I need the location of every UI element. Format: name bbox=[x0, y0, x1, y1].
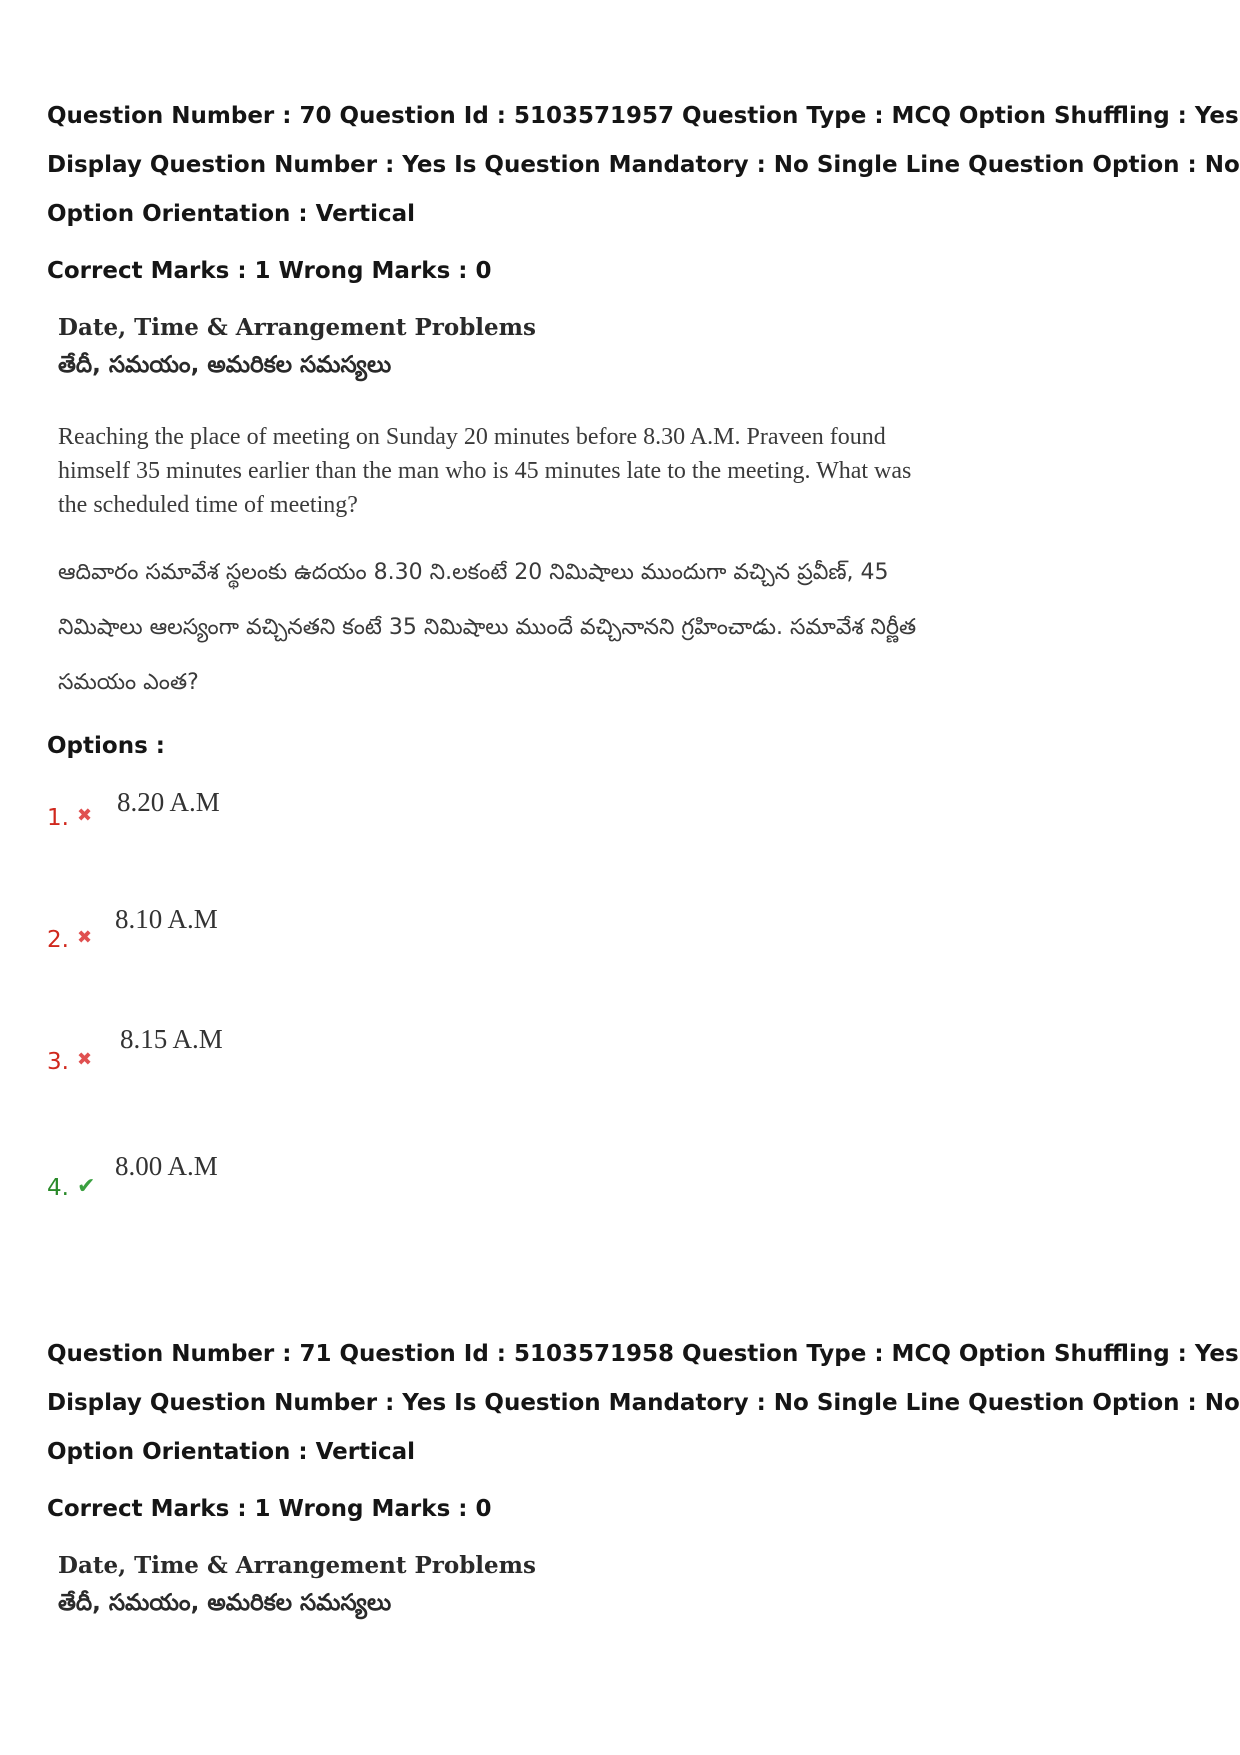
question-marks: Correct Marks : 1 Wrong Marks : 0 bbox=[47, 1496, 492, 1522]
option-4-marker bbox=[47, 1174, 95, 1201]
question-text-te: ఆదివారం సమావేశ స్థలంకు ఉదయం 8.30 ని.లకంటే 20 నిమిషాలు ముందుగా వచ్చిన ప్రవీణ్, 45 నిమిషాలు ఆలస్యంగా వచ్చినతని కంటే 35 నిమిషాలు ముందే వచ్చినానని గ్రహించాడు. సమావేశ నిర్ణీత సమయం ఎంత? bbox=[58, 560, 917, 695]
option-2-marker bbox=[47, 927, 92, 953]
section-title-te: తేదీ, సమయం, అమరికల సమస్యలు bbox=[58, 352, 392, 378]
option-1-text: 8.20 A.M bbox=[117, 787, 220, 817]
option-number: 4. bbox=[47, 1175, 69, 1201]
section-title-te: తేదీ, సమయం, అమరికల సమస్యలు bbox=[58, 1590, 392, 1616]
cross-icon: ✖ bbox=[76, 1049, 93, 1070]
cross-icon: ✖ bbox=[76, 927, 93, 948]
check-icon: ✔ bbox=[76, 1174, 96, 1199]
option-number: 3. bbox=[47, 1049, 69, 1075]
option-4-text: 8.00 A.M bbox=[115, 1151, 218, 1181]
option-2-text: 8.10 A.M bbox=[115, 904, 218, 934]
section-title-en: Date, Time & Arrangement Problems bbox=[58, 1552, 536, 1579]
option-3-text: 8.15 A.M bbox=[120, 1024, 223, 1054]
cross-icon: ✖ bbox=[76, 805, 93, 826]
question-marks: Correct Marks : 1 Wrong Marks : 0 bbox=[47, 258, 492, 284]
options-label: Options : bbox=[47, 733, 165, 759]
option-1-marker bbox=[47, 805, 92, 831]
question-meta-line3: Option Orientation : Vertical bbox=[47, 201, 416, 227]
question-meta-line1: Question Number : 70 Question Id : 5103571957 Question Type : MCQ Option Shuffling : Yes bbox=[47, 103, 1239, 129]
option-3-marker bbox=[47, 1049, 92, 1075]
question-text-en: Reaching the place of meeting on Sunday 20 minutes before 8.30 A.M. Praveen found himself 35 minutes earlier than the man who is 45 minutes late to the meeting. What was the scheduled time of meeting? bbox=[58, 424, 912, 518]
question-meta-line1: Question Number : 71 Question Id : 5103571958 Question Type : MCQ Option Shuffling : Yes bbox=[47, 1341, 1239, 1367]
question-meta-line2: Display Question Number : Yes Is Question Mandatory : No Single Line Question Option : No bbox=[47, 152, 1240, 178]
question-meta-line2: Display Question Number : Yes Is Question Mandatory : No Single Line Question Option : No bbox=[47, 1390, 1240, 1416]
question-meta-line3: Option Orientation : Vertical bbox=[47, 1439, 416, 1465]
section-title-en: Date, Time & Arrangement Problems bbox=[58, 314, 536, 341]
option-number: 1. bbox=[47, 805, 69, 831]
option-number: 2. bbox=[47, 927, 69, 953]
